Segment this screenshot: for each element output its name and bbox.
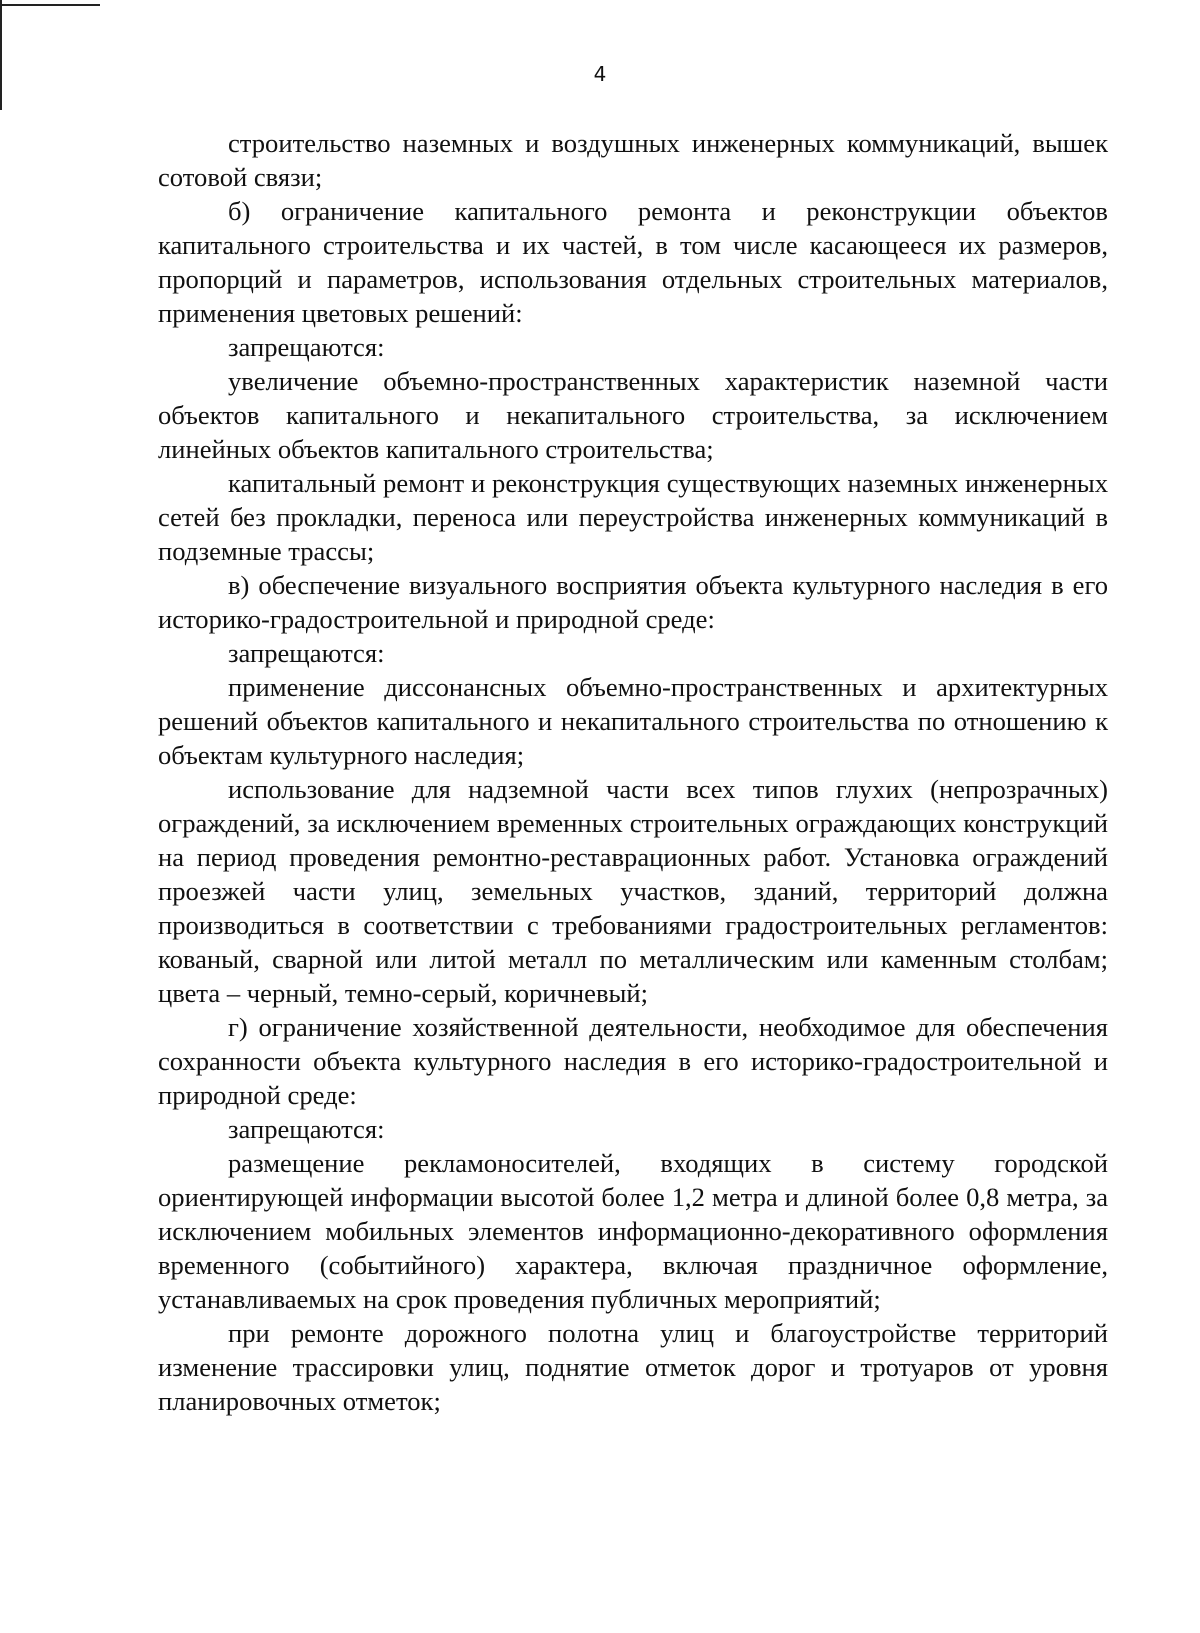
paragraph-5: капитальный ремонт и реконструкция существующих наземных инженерных сетей без прокладки, переноса или переустройства инженерных коммуникаций в подземные трассы;	[158, 468, 1108, 566]
paragraph-7: запрещаются:	[228, 638, 385, 668]
page-number: 4	[593, 62, 607, 86]
paragraph-8: применение диссонансных объемно-пространственных и архитектурных решений объектов капитального и некапитального строительства по отношению к объектам культурного наследия;	[158, 672, 1108, 770]
paragraph-4: увеличение объемно-пространственных характеристик наземной части объектов капитального и некапитального строительства, за исключением линейных объектов капитального строительства;	[158, 366, 1108, 464]
paragraph-1: строительство наземных и воздушных инженерных коммуникаций, вышек сотовой связи;	[158, 128, 1108, 192]
paragraph-13: при ремонте дорожного полотна улиц и благоустройстве территорий изменение трассировки улиц, поднятие отметок дорог и тротуаров от уровня планировочных отметок;	[158, 1318, 1108, 1416]
paragraph-3: запрещаются:	[228, 332, 385, 362]
document-body	[158, 126, 1108, 1418]
paragraph-10: г) ограничение хозяйственной деятельности, необходимое для обеспечения сохранности объекта культурного наследия в его историко-градостроительной и природной среде:	[158, 1012, 1108, 1110]
paragraph-12: размещение рекламоносителей, входящих в систему городской ориентирующей информации высотой более 1,2 метра и длиной более 0,8 метра, за исключением мобильных элементов информационно-декоративного оформления временного (событийного) характера, включая праздничное оформление, устанавливаемых на срок проведения публичных мероприятий;	[158, 1148, 1108, 1314]
paragraph-11: запрещаются:	[228, 1114, 385, 1144]
paragraph-9: использование для надземной части всех типов глухих (непрозрачных) ограждений, за исключением временных строительных ограждающих конструкций на период проведения ремонтно-реставрационных работ. Установка ограждений проезжей части улиц, земельных участков, зданий, территорий должна производиться в соответствии с требованиями градостроительных регламентов: кованый, сварной или литой металл по металлическим или каменным столбам; цвета – черный, темно-серый, коричневый;	[158, 774, 1108, 1008]
paragraph-6: в) обеспечение визуального восприятия объекта культурного наследия в его историко-градостроительной и природной среде:	[158, 570, 1108, 634]
scan-border-horizontal	[0, 4, 100, 6]
paragraph-2: б) ограничение капитального ремонта и реконструкции объектов капитального строительства и их частей, в том числе касающееся их размеров, пропорций и параметров, использования отдельных строительных материалов, применения цветовых решений:	[158, 196, 1108, 328]
scan-border-vertical	[0, 0, 2, 110]
